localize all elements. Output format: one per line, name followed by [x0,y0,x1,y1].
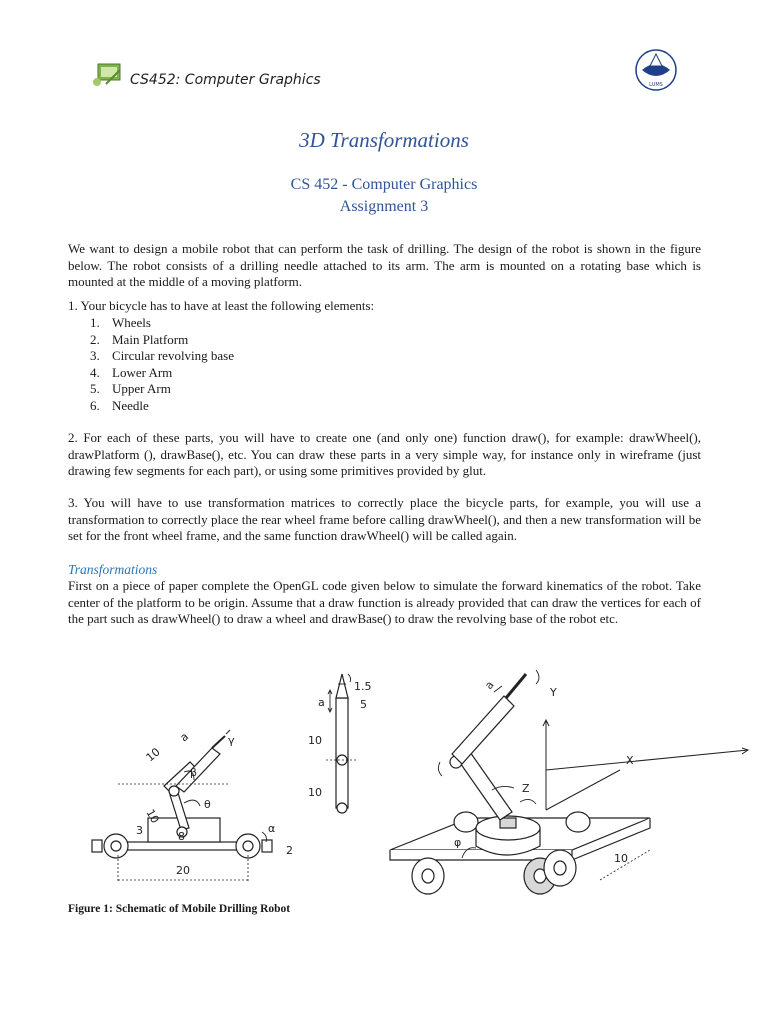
beta-label: β [190,766,198,779]
course-subtitle: CS 452 - Computer Graphics [290,176,478,193]
list-item: 6. Needle [90,397,149,413]
transformations-paragraph [68,578,701,628]
list-item: 2. Main Platform [90,331,189,347]
intro-paragraph [68,241,701,291]
question-3 [68,495,701,545]
question-2 [68,430,701,480]
figure-caption: Figure 1: Schematic of Mobile Drilling Robot [68,903,291,915]
elements-list [90,315,234,414]
assignment-subtitle: Assignment 3 [339,198,429,215]
question-2-text: 2. For each of these parts, you will have to create one (and only one) function draw(), for example: drawWheel(), drawPlatform (), drawBase(), etc. You can draw these parts in a very simple way, for instance only in wireframe (just drawing few segments for each part), or using some primitives provided by glut. [68,430,701,478]
list-item: 1. Wheels [90,315,151,330]
y-axis-label: Y [550,686,557,699]
iso-a-label: a [482,678,497,692]
base-height-label: 3 [136,824,143,837]
page-title: 3D Transformations [299,128,469,152]
list-item: 4. Lower Arm [90,364,173,380]
upper-segment-label: 10 [308,734,322,747]
course-title: CS452: Computer Graphics [130,72,321,88]
university-logo-text: LUMS [649,82,663,88]
intro-text: We want to design a mobile robot that can perform the task of drilling. The design of the robot is shown in the figure below. The robot consists of a drilling needle attached to its arm. The arm is mounted on a rotating base which is mounted at the middle of a moving platform. [68,241,701,289]
side-view-diagram [92,730,272,882]
z-axis-label: Z [522,782,530,795]
needle-a-label: a [177,730,192,745]
upper-arm-length-label: 10 [143,745,163,765]
section-title: Transformations [68,562,158,577]
lower-arm-length-label: 10 [143,807,162,826]
question-1 [68,298,701,315]
robot-figure [0,650,768,900]
isometric-view-diagram [390,670,748,894]
width-label: 20 [176,864,190,877]
wheel-gap-label: 2 [286,844,293,857]
base-width-label: 8 [178,830,185,843]
alpha-label: α [268,822,276,835]
course-logo [92,60,126,93]
theta-label: θ [204,798,211,811]
lower-segment-label: 10 [308,786,322,799]
list-item: 5. Upper Arm [90,381,171,396]
arm-a-label: a [318,696,325,709]
page-header [92,58,712,98]
university-logo [632,48,680,97]
depth-label: 10 [614,852,628,865]
gamma-label: γ [228,734,235,747]
list-item: 3. Circular revolving base [90,348,235,363]
needle-width-label: 1.5 [354,680,372,693]
question-1-text: 1. Your bicycle has to have at least the following elements: [68,298,375,313]
needle-height-label: 5 [360,698,367,711]
arm-view-diagram [326,674,356,813]
x-axis-label: X [626,754,634,767]
transformations-text: First on a piece of paper complete the OpenGL code given below to simulate the forward kinematics of the robot. Take center of the platform to be origin. Assume that a draw function is already provided that can draw the vertices for each of the part such as drawWheel() to draw a wheel and drawBase() to draw the revolving base of the robot etc. [68,578,701,626]
question-3-text: 3. You will have to use transformation matrices to correctly place the bicycle parts, for example, you will use a transformation to correctly place the rear wheel frame before calling drawWheel(), and then a new transformation will be set for the front wheel frame, and the same function drawWheel() will be called again. [68,495,701,543]
phi-label: φ [454,836,462,849]
